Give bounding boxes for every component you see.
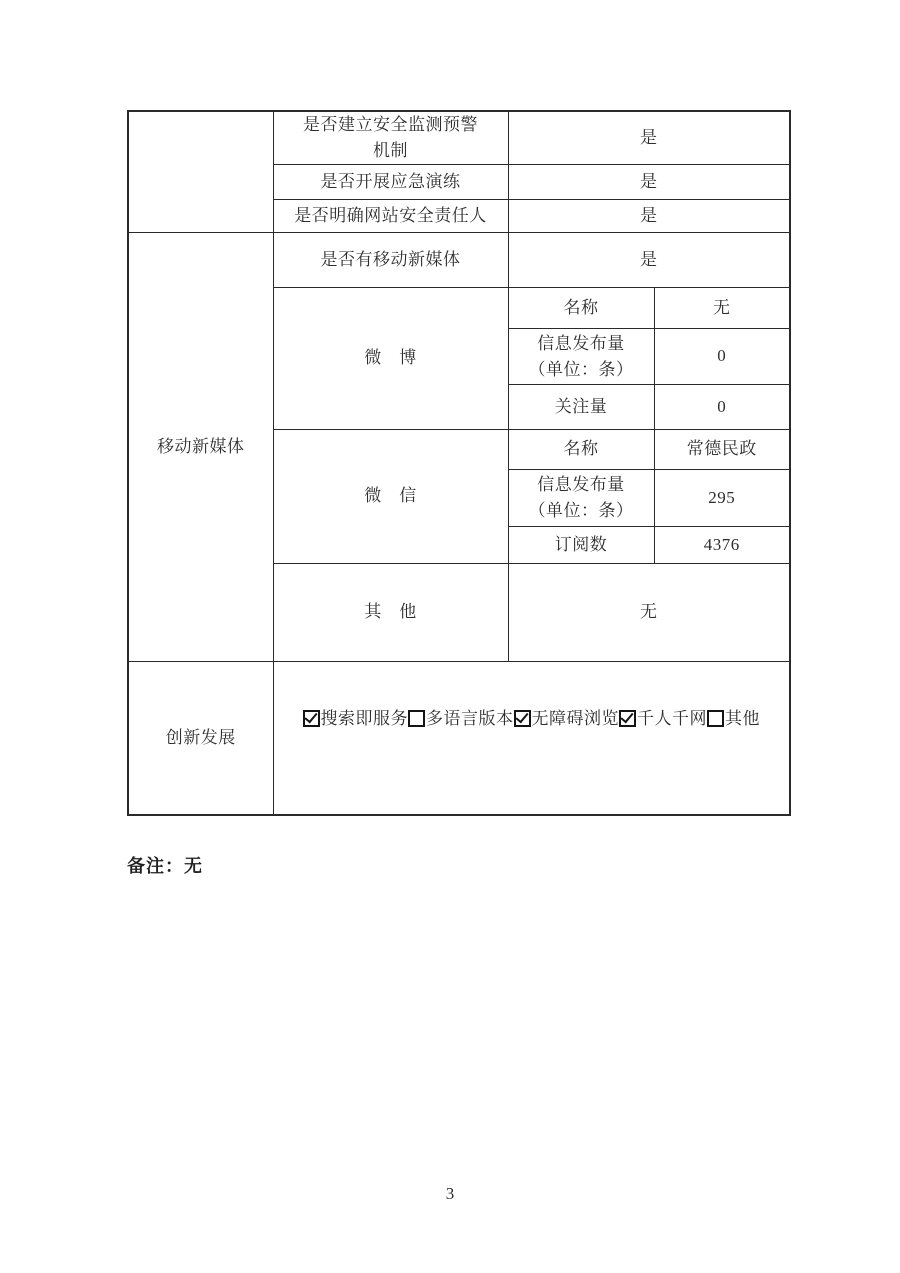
note-label: 备注： (127, 856, 184, 876)
cell-weibo-followers-label: 关注量 (508, 385, 654, 430)
report-table (127, 110, 791, 816)
wechat-posts-line2: （单位：条） (528, 501, 634, 520)
cell-innovation-section-label: 创新发展 (128, 662, 273, 815)
cell-security-q2-value: 是 (508, 165, 790, 200)
checkbox-checked-icon (514, 710, 531, 727)
innovation-option-4 (707, 709, 760, 728)
cell-weibo-name-value: 无 (654, 288, 790, 329)
weibo-posts-line2: （单位：条） (528, 359, 634, 379)
cell-security-q1-value: 是 (508, 111, 790, 165)
innovation-option-0-label: 搜索即服务 (320, 708, 408, 728)
innovation-option-2-label: 无障碍浏览 (531, 708, 619, 728)
cell-weibo-posts-label (508, 329, 654, 385)
cell-has-mobile-label: 是否有移动新媒体 (273, 233, 508, 288)
cell-wechat-posts-label (508, 470, 654, 527)
security-q1-line2: 机制 (373, 141, 408, 160)
checkbox-unchecked-icon (707, 710, 724, 727)
innovation-option-0 (303, 709, 409, 728)
cell-mobile-media-section-label: 移动新媒体 (128, 233, 273, 662)
note-value: 无 (184, 856, 203, 876)
cell-security-q3-value: 是 (508, 200, 790, 233)
cell-security-q3-label: 是否明确网站安全责任人 (273, 200, 508, 233)
innovation-option-3-label: 千人千网 (637, 708, 707, 728)
cell-wechat-name-label: 名称 (508, 430, 654, 470)
cell-wechat-label: 微 信 (273, 430, 508, 564)
checkbox-checked-icon (619, 710, 636, 727)
cell-wechat-name-value: 常德民政 (654, 430, 790, 470)
cell-wechat-subs-label: 订阅数 (508, 527, 654, 564)
cell-other-media-label: 其 他 (273, 564, 508, 662)
cell-has-mobile-value: 是 (508, 233, 790, 288)
cell-empty-continuation (128, 111, 273, 233)
security-q1-line1: 是否建立安全监测预警 (303, 115, 478, 134)
cell-weibo-followers-value: 0 (654, 385, 790, 430)
note-line (127, 852, 203, 878)
checkbox-checked-icon (303, 710, 320, 727)
wechat-posts-line1: 信息发布量 (537, 475, 625, 494)
innovation-option-1-label: 多语言版本 (426, 708, 514, 728)
cell-other-media-value: 无 (508, 564, 790, 662)
innovation-option-1 (408, 709, 514, 728)
checkbox-unchecked-icon (408, 710, 425, 727)
innovation-option-4-label: 其他 (725, 708, 760, 728)
cell-security-q2-label: 是否开展应急演练 (273, 165, 508, 200)
page-number: 3 (445, 1184, 455, 1203)
innovation-options-row (278, 706, 786, 732)
cell-weibo-name-label: 名称 (508, 288, 654, 329)
cell-weibo-posts-value: 0 (654, 329, 790, 385)
innovation-option-2 (514, 709, 620, 728)
cell-wechat-subs-value: 4376 (654, 527, 790, 564)
cell-wechat-posts-value: 295 (654, 470, 790, 527)
cell-security-q1-label (273, 111, 508, 165)
innovation-option-3 (619, 709, 707, 728)
weibo-posts-line1: 信息发布量 (537, 333, 625, 353)
cell-innovation-options (273, 662, 790, 815)
cell-weibo-label: 微 博 (273, 288, 508, 430)
